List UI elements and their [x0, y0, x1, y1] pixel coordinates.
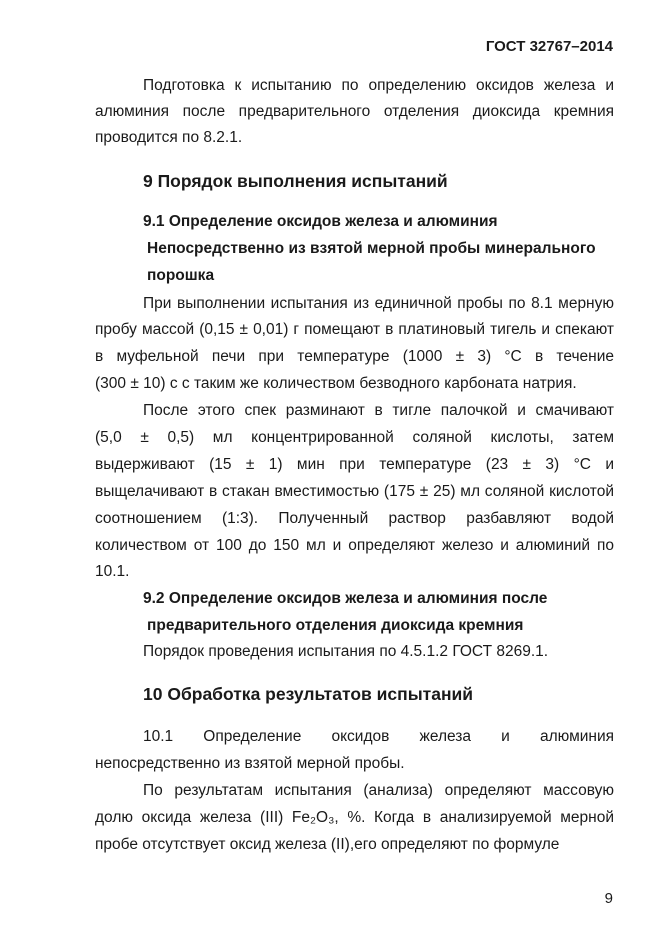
page-number: 9: [604, 890, 613, 907]
para-10-1-line-1: 10.1 Определение оксидов железа и алюминия: [143, 728, 614, 745]
para-10-2-line-3: пробе отсутствует оксид железа (II),его определяют по формуле: [95, 836, 560, 853]
section-10-heading: 10 Обработка результатов испытаний: [143, 684, 474, 704]
para-9-1-a-line-1: При выполнении испытания из единичной пробы по 8.1 мерную: [143, 295, 614, 312]
intro-line-1: Подготовка к испытанию по определению оксидов железа и: [143, 77, 614, 94]
subsection-9-2-heading-line-1: 9.2 Определение оксидов железа и алюминия после: [143, 590, 548, 607]
para-9-1-b-line-7: 10.1.: [95, 563, 130, 580]
para-10-2-line-2: долю оксида железа (III) Fe₂O₃, %. Когда в анализируемой мерной: [95, 809, 614, 826]
para-9-1-a-line-4: (300 ± 10) с с таким же количеством безводного карбоната натрия.: [95, 375, 577, 392]
intro-line-2: алюминия после предварительного отделения диоксида кремния: [95, 103, 614, 120]
para-9-2: Порядок проведения испытания по 4.5.1.2 ГОСТ 8269.1.: [143, 643, 549, 660]
para-9-1-a-line-2: пробу массой (0,15 ± 0,01) г помещают в платиновый тигель и спекают: [95, 321, 614, 338]
subsection-9-2-heading-line-2: предварительного отделения диоксида кремния: [147, 617, 524, 634]
para-10-1-line-2: непосредственно из взятой мерной пробы.: [95, 755, 405, 772]
subsection-9-1-heading-line-2: Непосредственно из взятой мерной пробы минерального: [147, 240, 596, 257]
para-9-1-b-line-5: соотношением (1:3). Полученный раствор разбавляют водой: [95, 510, 614, 527]
para-10-2-line-1: По результатам испытания (анализа) определяют массовую: [143, 782, 614, 799]
section-9-heading: 9 Порядок выполнения испытаний: [143, 171, 448, 191]
para-9-1-b-line-3: выдерживают (15 ± 1) мин при температуре (23 ± 3) °С и: [95, 456, 614, 473]
subsection-9-1-heading-line-1: 9.1 Определение оксидов железа и алюминия: [143, 213, 498, 230]
para-9-1-b-line-6: количеством от 100 до 150 мл и определяют железо и алюминий по: [95, 537, 614, 554]
intro-line-3: проводится по 8.2.1.: [95, 129, 243, 146]
para-9-1-a-line-3: в муфельной печи при температуре (1000 ± 3) °С в течение: [95, 348, 614, 365]
para-9-1-b-line-2: (5,0 ± 0,5) мл концентрированной соляной кислоты, затем: [95, 429, 614, 446]
para-9-1-b-line-4: выщелачивают в стакан вместимостью (175 ± 25) мл соляной кислотой: [95, 483, 614, 500]
document-code: ГОСТ 32767–2014: [485, 38, 613, 55]
para-9-1-b-line-1: После этого спек разминают в тигле палочкой и смачивают: [143, 402, 614, 419]
subsection-9-1-heading-line-3: порошка: [147, 267, 215, 284]
